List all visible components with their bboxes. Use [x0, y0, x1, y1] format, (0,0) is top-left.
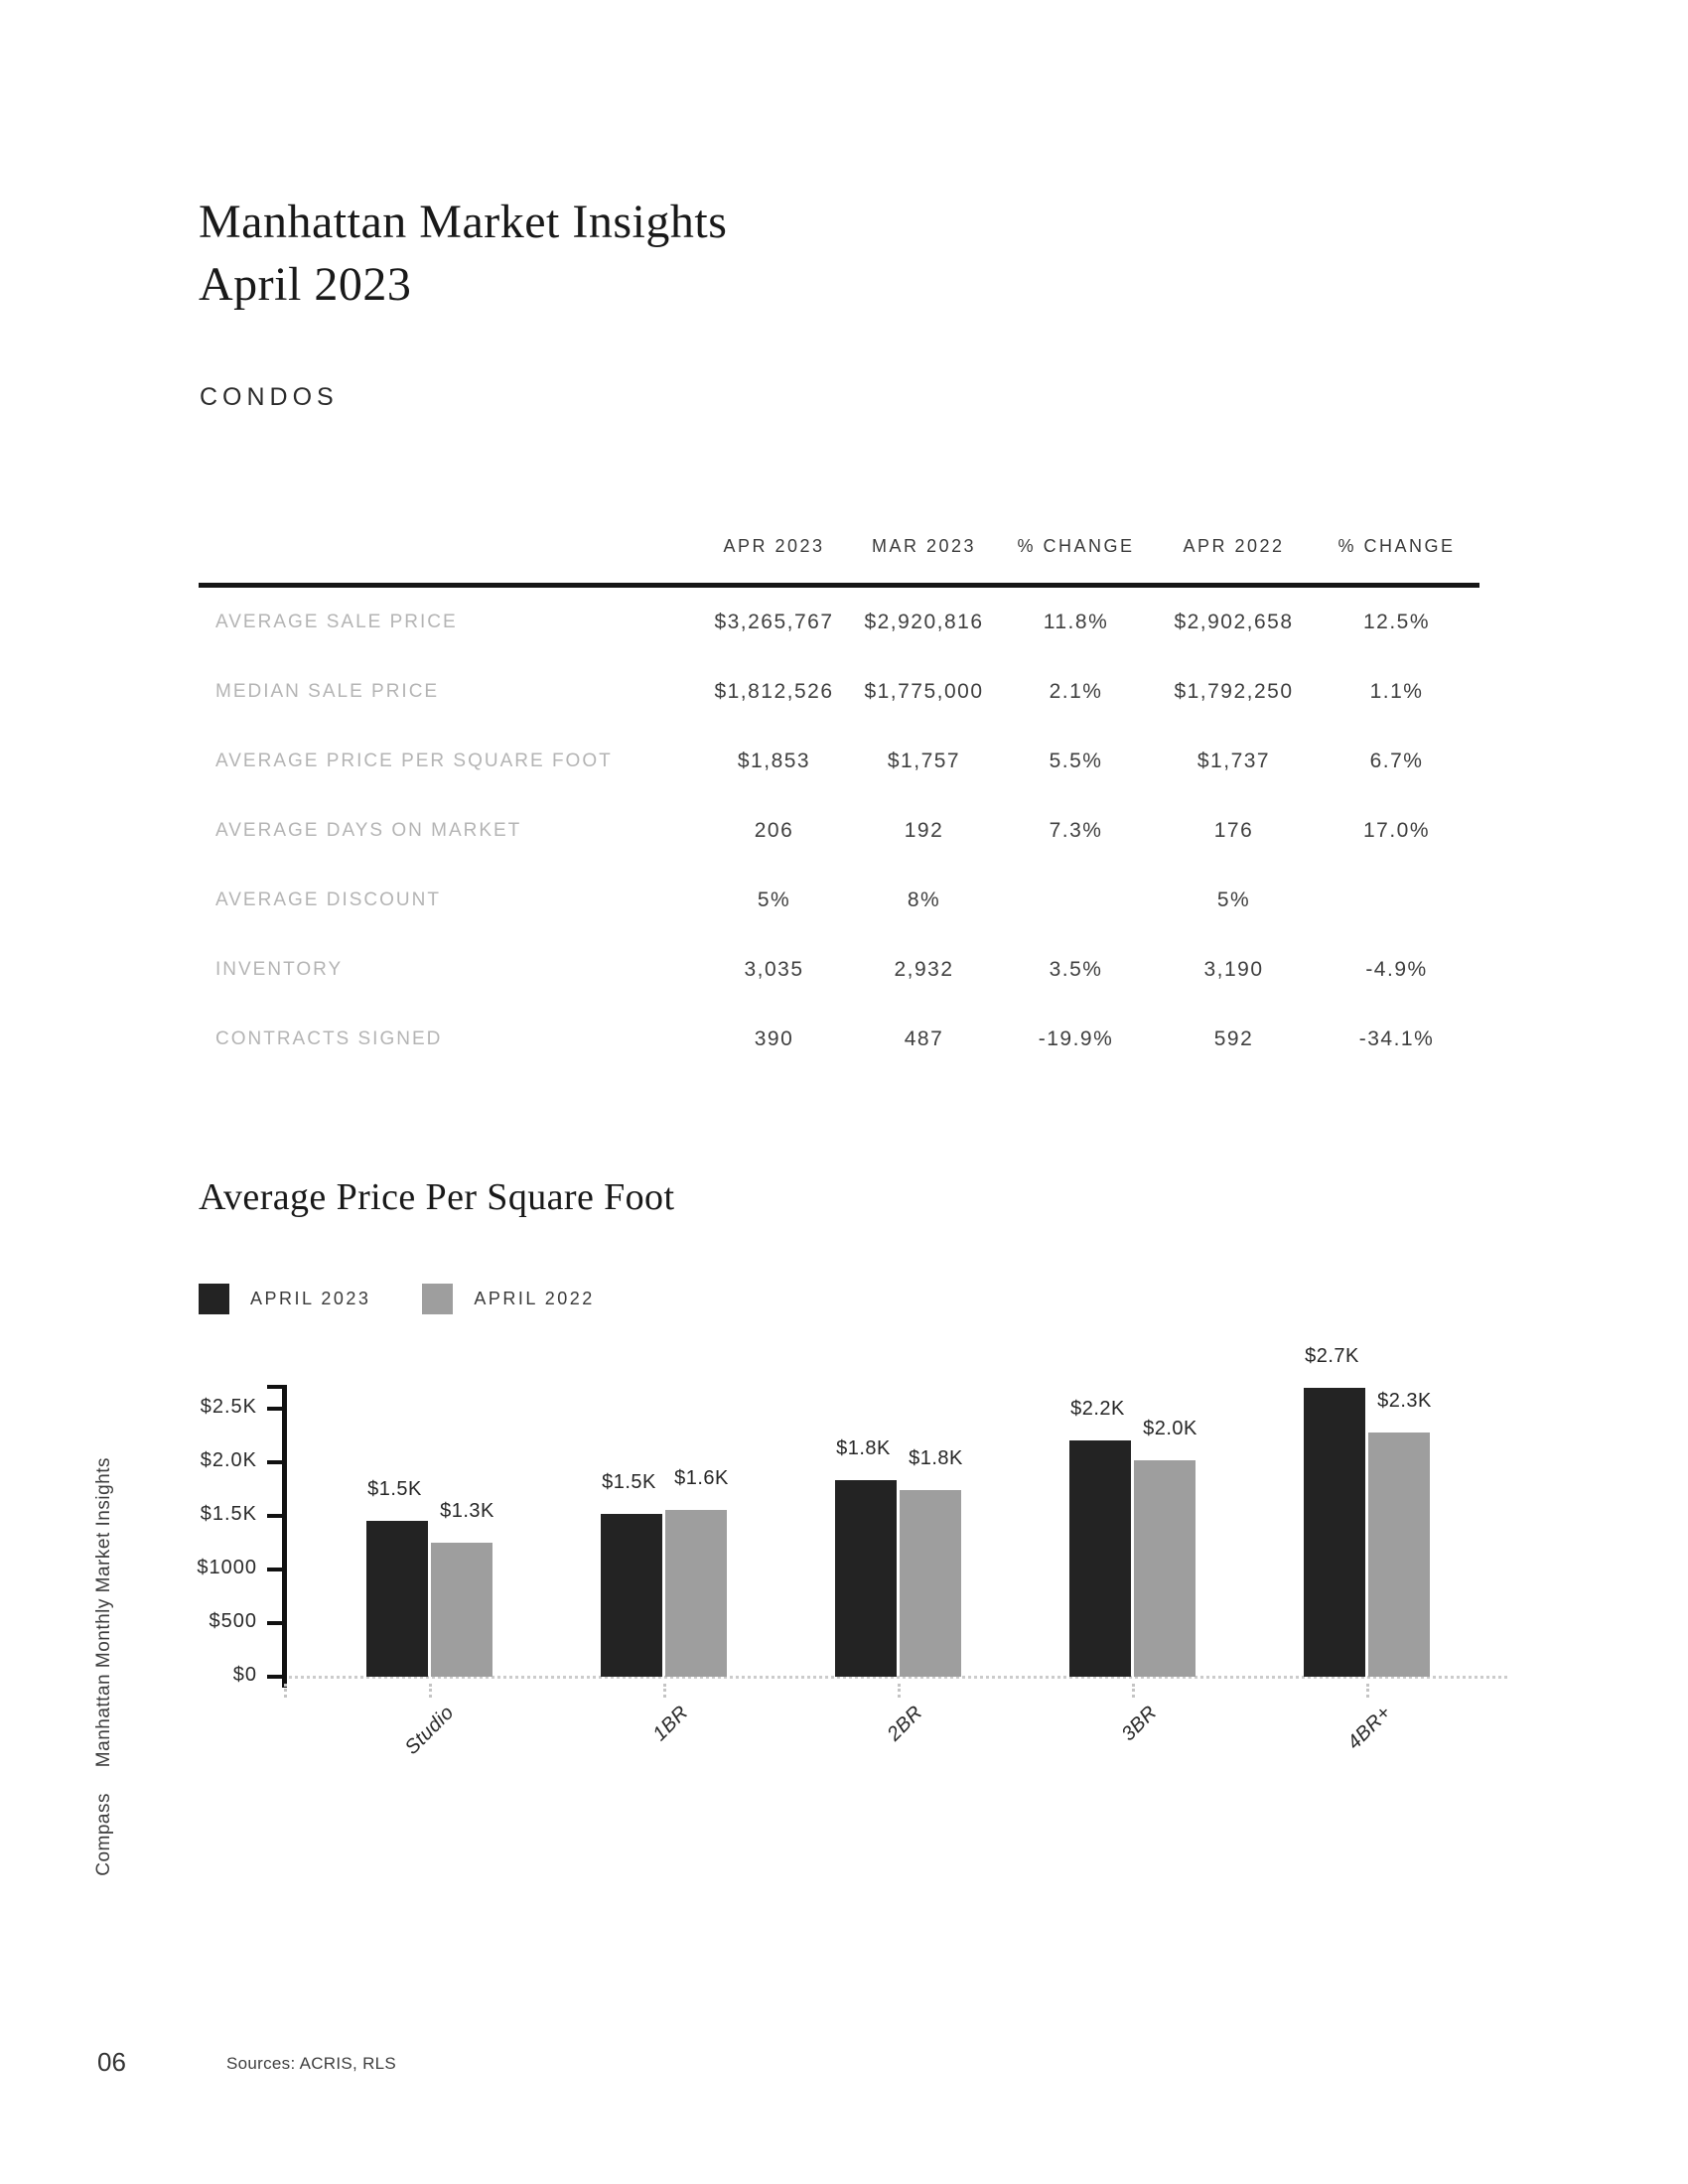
bar-value-label: $2.3K: [1377, 1390, 1432, 1412]
row-value: 206: [754, 819, 794, 842]
y-tick: [267, 1460, 282, 1464]
bar-april-2022: [1134, 1460, 1196, 1677]
header-cell: % CHANGE: [1017, 536, 1135, 556]
header-cell: % CHANGE: [1337, 536, 1456, 556]
row-label: AVERAGE PRICE PER SQUARE FOOT: [215, 751, 613, 771]
legend-label: APRIL 2022: [474, 1289, 595, 1308]
row-value: 3.5%: [1049, 958, 1103, 981]
x-axis-subtick: [663, 1684, 666, 1698]
bar-april-2023: [1069, 1440, 1131, 1677]
row-value: 6.7%: [1369, 750, 1424, 772]
x-category-label: 4BR+: [1342, 1702, 1396, 1754]
y-tick-label: $500: [209, 1610, 257, 1632]
bar-april-2022: [665, 1510, 727, 1677]
row-label: CONTRACTS SIGNED: [215, 1028, 443, 1049]
header-cell: APR 2022: [1183, 536, 1285, 556]
row-value: $3,265,767: [714, 611, 834, 633]
row-value: 11.8%: [1043, 611, 1109, 633]
row-value: 192: [904, 819, 944, 842]
y-tick: [267, 1621, 282, 1625]
x-axis-subtick: [1132, 1684, 1135, 1698]
row-value: -34.1%: [1358, 1027, 1435, 1050]
margin-brand: Compass: [93, 1793, 114, 1876]
page-title-line1: Manhattan Market Insights: [199, 196, 728, 248]
y-tick-label: $1.5K: [200, 1503, 257, 1525]
row-value: 176: [1213, 819, 1254, 842]
row-value: $1,792,250: [1174, 680, 1294, 703]
sources-note: Sources: ACRIS, RLS: [226, 2054, 397, 2073]
row-value: 8%: [907, 888, 941, 911]
x-axis-subtick: [898, 1684, 901, 1698]
y-tick-label: $1000: [197, 1557, 257, 1578]
bar-value-label: $2.2K: [1070, 1398, 1125, 1420]
bar-value-label: $1.5K: [367, 1478, 422, 1500]
y-tick: [267, 1407, 282, 1411]
x-category-label: 1BR: [648, 1702, 693, 1746]
bar-april-2023: [601, 1514, 662, 1677]
row-value: 1.1%: [1369, 680, 1424, 703]
row-value: 487: [904, 1027, 944, 1050]
row-value: 5.5%: [1049, 750, 1103, 772]
bar-april-2022: [1368, 1433, 1430, 1677]
page-number: 06: [97, 2047, 126, 2077]
bar-value-label: $1.8K: [836, 1437, 891, 1459]
header-cell: MAR 2023: [871, 536, 977, 556]
row-value: -19.9%: [1038, 1027, 1114, 1050]
bar-april-2023: [835, 1480, 897, 1677]
row-label: AVERAGE DAYS ON MARKET: [215, 820, 522, 841]
x-axis-subtick: [429, 1684, 432, 1698]
row-value: 17.0%: [1362, 819, 1431, 842]
row-value: $1,853: [737, 750, 811, 772]
row-value: $2,920,816: [864, 611, 984, 633]
header-cell: APR 2023: [723, 536, 825, 556]
bar-april-2023: [366, 1521, 428, 1677]
row-label: AVERAGE DISCOUNT: [215, 889, 441, 910]
row-label: MEDIAN SALE PRICE: [215, 681, 440, 702]
row-value: $2,902,658: [1174, 611, 1294, 633]
margin-series-title: Manhattan Monthly Market Insights: [93, 1457, 114, 1768]
bar-value-label: $1.3K: [440, 1500, 494, 1522]
bar-value-label: $1.8K: [909, 1447, 963, 1469]
bar-april-2023: [1304, 1388, 1365, 1677]
row-label: AVERAGE SALE PRICE: [215, 612, 458, 632]
x-category-label: 2BR: [883, 1702, 927, 1746]
y-axis-cap: [267, 1385, 282, 1389]
row-value: $1,757: [887, 750, 961, 772]
bar-value-label: $1.5K: [602, 1471, 656, 1493]
x-category-label: 3BR: [1117, 1702, 1162, 1746]
y-tick-label: $2.5K: [200, 1396, 257, 1418]
y-tick: [267, 1568, 282, 1571]
x-category-label: Studio: [400, 1702, 459, 1759]
row-value: -4.9%: [1365, 958, 1428, 981]
row-value: 390: [754, 1027, 794, 1050]
row-value: 592: [1213, 1027, 1254, 1050]
row-value: 12.5%: [1362, 611, 1431, 633]
section-label: CONDOS: [200, 383, 339, 411]
row-value: 2.1%: [1049, 680, 1103, 703]
x-axis-subtick: [284, 1684, 287, 1698]
legend-label: APRIL 2023: [250, 1289, 371, 1308]
y-tick: [267, 1675, 282, 1679]
row-value: 3,035: [744, 958, 804, 981]
row-value: 5%: [1216, 888, 1251, 911]
row-value: 5%: [757, 888, 791, 911]
row-value: $1,775,000: [864, 680, 984, 703]
row-value: 3,190: [1203, 958, 1264, 981]
x-axis-subtick: [1366, 1684, 1369, 1698]
y-tick-label: $2.0K: [200, 1449, 257, 1471]
bar-april-2022: [431, 1543, 492, 1677]
page-title-line2: April 2023: [199, 258, 412, 311]
row-value: $1,737: [1196, 750, 1271, 772]
bar-april-2022: [900, 1490, 961, 1677]
row-value: 2,932: [894, 958, 954, 981]
row-label: INVENTORY: [215, 959, 344, 980]
chart-title: Average Price Per Square Foot: [199, 1176, 675, 1218]
bar-value-label: $2.7K: [1305, 1345, 1359, 1367]
row-value: 7.3%: [1049, 819, 1103, 842]
y-tick-label: $0: [232, 1664, 257, 1686]
y-axis-line: [282, 1385, 287, 1688]
y-tick: [267, 1514, 282, 1518]
bar-value-label: $1.6K: [674, 1467, 729, 1489]
row-value: $1,812,526: [714, 680, 834, 703]
bar-value-label: $2.0K: [1143, 1418, 1197, 1439]
